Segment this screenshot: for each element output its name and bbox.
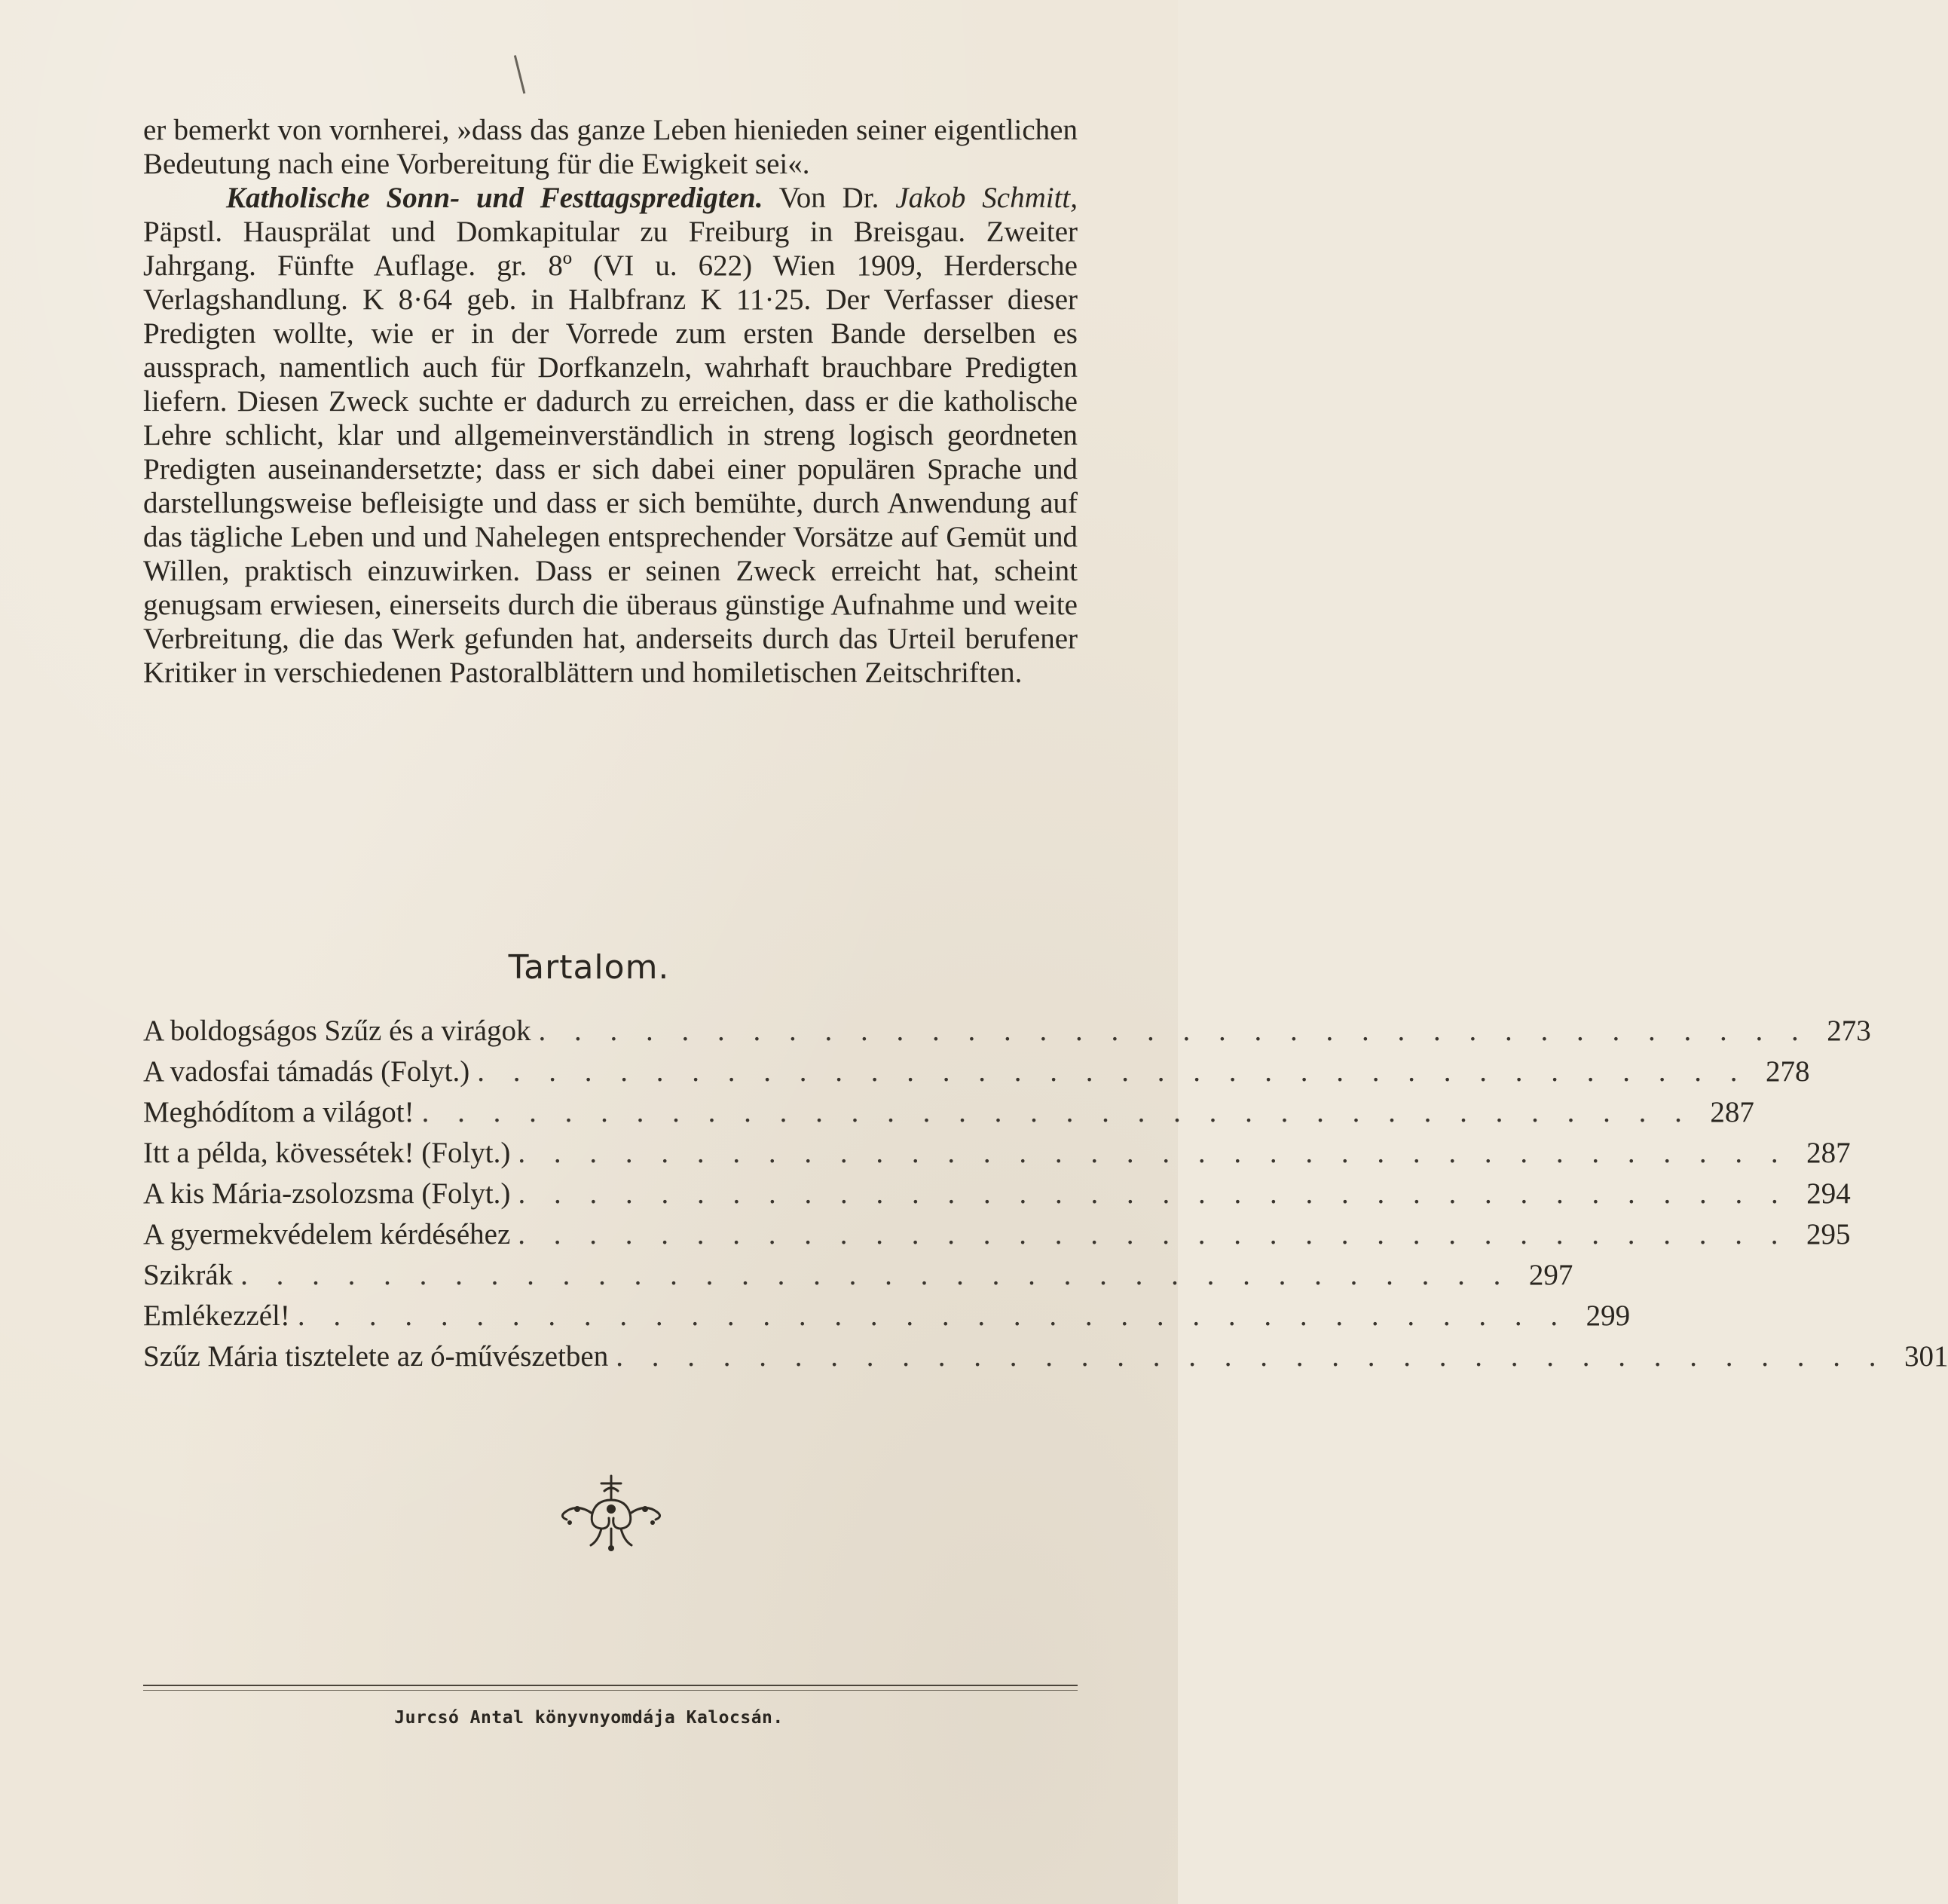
toc-entry [143,1299,1631,1339]
toc-entry [143,1055,1810,1095]
toc-entry [143,1095,1754,1136]
toc-entry [143,1177,1851,1217]
review-section [143,113,1078,690]
footer-rule-thin [143,1690,1078,1691]
review-entry [143,181,1078,690]
toc-leader-dots: . . . . . . . . . . . . . . . . . . . . . . . . . . . . . . . . . . . . [240,1259,1512,1291]
pencil-mark-icon [514,54,530,94]
author-name: Jakob Schmitt, [895,182,1078,214]
toc-leader-dots: . . . . . . . . . . . . . . . . . . . . . . . . . . . . . . . . . . . . [616,1340,1887,1373]
toc-entry-label: Szikrák [143,1259,234,1291]
toc-entry [143,1136,1851,1177]
printer-imprint: Jurcsó Antal könyvnyomdája Kalocsán. [394,1708,784,1728]
toc-leader-dots: . . . . . . . . . . . . . . . . . . . . . . . . . . . . . . . . . . . . [477,1055,1748,1088]
toc-entry-page: 297 [1528,1259,1573,1291]
review-von: Von Dr. [763,182,896,214]
toc-leader-dots: . . . . . . . . . . . . . . . . . . . . . . . . . . . . . . . . . . . . [421,1096,1693,1128]
toc-leader-dots: . . . . . . . . . . . . . . . . . . . . . . . . . . . . . . . . . . . . [538,1015,1809,1047]
toc-leader-dots: . . . . . . . . . . . . . . . . . . . . . . . . . . . . . . . . . . . . [518,1137,1789,1169]
floral-vignette-icon [555,1470,668,1553]
toc-entry-page: 287 [1806,1137,1851,1169]
toc-title: Tartalom. [508,948,670,987]
toc-entry-page: 278 [1766,1055,1810,1088]
toc-leader-dots: . . . . . . . . . . . . . . . . . . . . . . . . . . . . . . . . . . . . [518,1218,1789,1250]
toc-entry-label: Emlékezzél! [143,1299,290,1332]
toc-entry-page: 295 [1806,1218,1851,1250]
toc-entry-label: Meghódítom a világot! [143,1096,414,1128]
toc-entry-label: Szűz Mária tisztelete az ó-művészetben [143,1340,609,1373]
table-of-contents [143,1014,1948,1380]
toc-entry-page: 287 [1710,1096,1754,1128]
review-continuation: er bemerkt von vornherei, »dass das ganze Leben hienieden seiner eigentlichen Bedeutung nach eine Vorbereitung für die Ewigkeit sei«. [143,114,1078,180]
review-body: Päpstl. Hausprälat und Domkapitular zu Freiburg in Breisgau. Zweiter Jahrgang. Fünfte Auflage. gr. 8º (VI u. 622) Wien 1909, Herdersche Verlagshandlung. K 8·64 geb. in Halbfranz K 11·25. Der Verfasser dieser Predigten wollte, wie er in der Vorrede zum ersten Bande derselben es aussprach, namentlich auch für Dorfkanzeln, wahrhaft brauchbare Predigten liefern. Diesen Zweck suchte er dadurch zu erreichen, dass er die katholische Lehre schlicht, klar und allgemeinverständlich in streng logisch geordneten Predigten auseinandersetzte; dass er sich dabei einer populären Sprache und darstellungsweise befleisigte und dass er sich bemühte, durch Anwendung auf das tägliche Leben und und Nahelegen entsprechender Vorsätze auf Gemüt und Willen, praktisch einzuwirken. Dass er seinen Zweck erreicht hat, scheint genugsam erwiesen, einerseits durch die überaus günstige Aufnahme und weite Verbreitung, die das Werk gefunden hat, anderseits durch das Urteil berufener Kritiker in verschiedenen Pastoralblättern und homiletischen Zeitschriften. [143,216,1078,689]
toc-leader-dots: . . . . . . . . . . . . . . . . . . . . . . . . . . . . . . . . . . . . [297,1299,1569,1332]
toc-entry [143,1339,1948,1380]
toc-leader-dots: . . . . . . . . . . . . . . . . . . . . . . . . . . . . . . . . . . . . [518,1177,1789,1210]
toc-entry-label: Itt a példa, kövessétek! (Folyt.) [143,1137,511,1169]
toc-entry-page: 294 [1806,1177,1851,1210]
toc-entry-label: A gyermekvédelem kérdéséhez [143,1218,511,1250]
toc-entry [143,1258,1573,1299]
toc-entry [143,1217,1851,1258]
toc-entry-label: A boldogságos Szűz és a virágok [143,1015,531,1047]
toc-entry-page: 301 [1904,1340,1948,1373]
toc-entry-label: A kis Mária-zsolozsma (Folyt.) [143,1177,511,1210]
toc-entry-page: 299 [1586,1299,1631,1332]
toc-entry-label: A vadosfai támadás (Folyt.) [143,1055,470,1088]
toc-entry-page: 273 [1827,1015,1871,1047]
footer-rule [143,1685,1078,1686]
toc-entry [143,1014,1871,1055]
book-title: Katholische Sonn- und Festtagspredigten. [226,182,763,214]
